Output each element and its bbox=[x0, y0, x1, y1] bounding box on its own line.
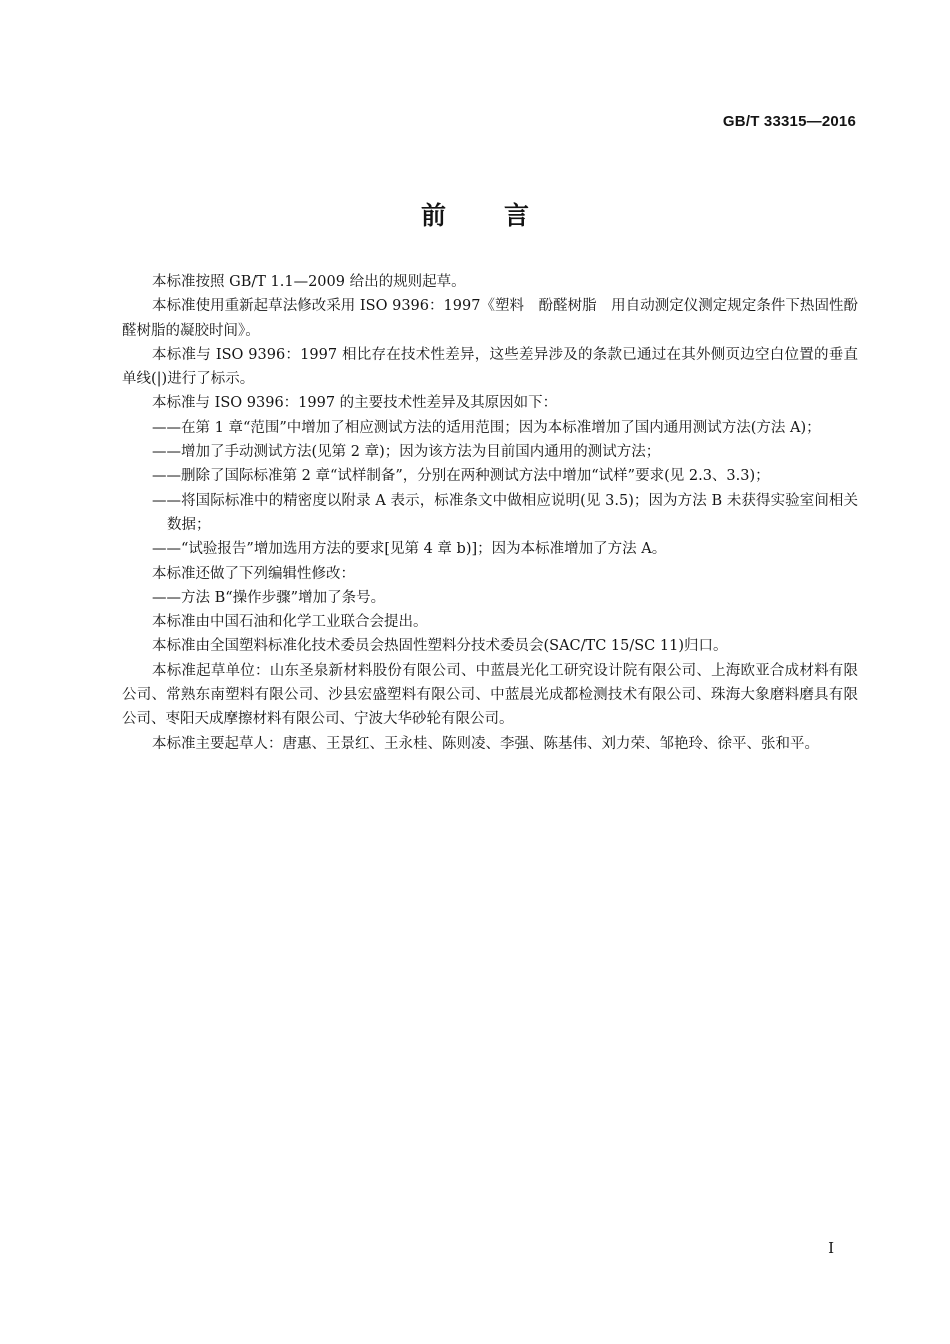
paragraph-editorial-intro: 本标准还做了下列编辑性修改： bbox=[152, 565, 355, 582]
paragraph-technical-differences: 本标准与 ISO 9396：1997 相比存在技术性差异，这些差异涉及的条款已通过在其外侧页边空白位置的垂直单线(|)进行了标示。 bbox=[122, 346, 858, 388]
list-item: ——删除了国际标准第 2 章“试样制备”，分别在两种测试方法中增加“试样”要求(见 2.3、3.3)； bbox=[152, 468, 770, 485]
page-title: 前言 bbox=[420, 201, 587, 230]
standard-number: GB/T 33315—2016 bbox=[722, 113, 856, 130]
list-item: ——“试验报告”增加选用方法的要求[见第 4 章 b)]；因为本标准增加了方法 A。 bbox=[152, 541, 667, 558]
list-item: ——方法 B“操作步骤”增加了条号。 bbox=[152, 589, 386, 606]
paragraph-drafting-units: 本标准起草单位：山东圣泉新材料股份有限公司、中蓝晨光化工研究设计院有限公司、上海欧亚合成材料有限公司、常熟东南塑料有限公司、沙县宏盛塑料有限公司、中蓝晨光成都检测技术有限公司、珠海大象磨料磨具有限公司、枣阳天成摩擦材料有限公司、宁波大华砂轮有限公司。 bbox=[122, 662, 858, 728]
list-item: ——增加了手动测试方法(见第 2 章)；因为该方法为目前国内通用的测试方法； bbox=[152, 444, 661, 461]
paragraph-drafting-rules: 本标准按照 GB/T 1.1—2009 给出的规则起草。 bbox=[152, 274, 466, 290]
page-number: I bbox=[828, 1239, 834, 1257]
differences-list bbox=[122, 416, 858, 562]
paragraph-drafters: 本标准主要起草人：唐惠、王景红、王永桂、陈则凌、李强、陈基伟、刘力荣、邹艳玲、徐平、张和平。 bbox=[152, 735, 819, 752]
paragraph-differences-intro: 本标准与 ISO 9396：1997 的主要技术性差异及其原因如下： bbox=[152, 395, 558, 412]
foreword-body bbox=[122, 270, 858, 756]
list-item: ——在第 1 章“范围”中增加了相应测试方法的适用范围；因为本标准增加了国内通用测试方法(方法 A)； bbox=[152, 419, 821, 436]
paragraph-proposed-by: 本标准由中国石油和化学工业联合会提出。 bbox=[152, 614, 428, 631]
editorial-list bbox=[122, 586, 858, 610]
paragraph-managed-by: 本标准由全国塑料标准化技术委员会热固性塑料分技术委员会(SAC/TC 15/SC 11)归口。 bbox=[152, 638, 728, 655]
paragraph-adoption: 本标准使用重新起草法修改采用 ISO 9396：1997《塑料 酚醛树脂 用自动测定仪测定规定条件下热固性酚醛树脂的凝胶时间》。 bbox=[122, 298, 858, 339]
list-item: ——将国际标准中的精密度以附录 A 表示，标准条文中做相应说明(见 3.5)；因为方法 B 未获得实验室间相关数据； bbox=[152, 492, 858, 533]
